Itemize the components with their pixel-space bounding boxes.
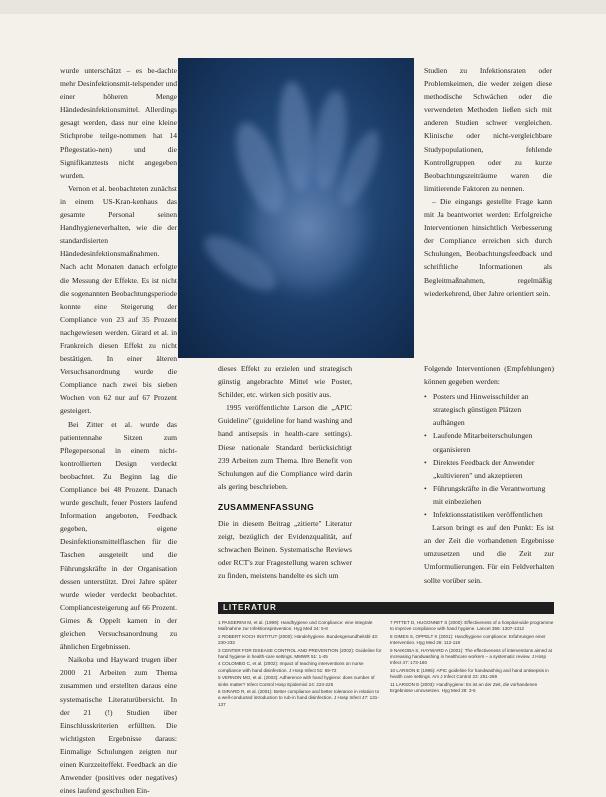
summary-paragraph: Die in diesem Beitrag „zitierte" Literatur zeigt, bezüglich der Evidenzqualität, auf schwachen Beinen. Systematische Reviews oder RCT's zur Fragestellung waren schwer zu finden, meistens handelte es sich um — [218, 519, 352, 581]
recommendation-intro: Folgende Interventionen (Empfehlungen) können gegeben werden: — [424, 364, 554, 387]
recommendation-list — [424, 390, 554, 521]
body-paragraph: – Die eingangs gestellte Frage kann mit Ja beantwortet werden: Erfolgreiche Interventionen hinsichtlich Verbesserung der Compliance erreichen sich durch Schulungen, Beobachtungsfeedback und schriftliche Informationen als Begleitmaßnahmen, regelmäßig wiederkehrend, über Jahre orientiert sein. — [424, 196, 552, 298]
body-paragraph: Vernon et al. beobachteten zunächst in einem US-Kran-kenhaus das gesamte Personal seinen Handhygieneverhalten, wie die der standardisierten Händedesinfektionsmaßnahmen. Nach acht Monaten danach erfolgte die Messung der Effekte. Es ist nicht die sogenannten Beobachtungsperiode konnte eine Steigerung der Compliance von 23 auf 35 Prozent nachgewiesen werden. Girard et al. in Frankreich diesen Effekt zu nicht bestätigen. In einer älteren Versuchsanordnung wurde die Compliance nach zwei bis sieben Wochen von 62 nur auf 67 Prozent gesteigert. — [60, 183, 178, 416]
text-column-right-lower — [424, 362, 554, 587]
summary-heading: ZUSAMMENFASSUNG — [218, 501, 315, 512]
body-paragraph: Bei Zitter et al. wurde das patientennahe Sitzen zum Pflegepersonal in einem nicht-kontrollierten Design verdeckt beobachtet. Zu Beginn lag die Compliance bei 48 Prozent. Danach wurde geschult, feuer Posters laufend Information angeboten, Feedback gegeben, eigene Desinfektionsmittelflaschen für die Taschen ausgeteilt und die Führungskräfte in der Organisation dessen unterstützt. Drei Jahre später wurde wieder verdeckt beobachtet. Compliancesteigerung auf 66 Prozent. Gimes & Oppelt kamen in der gleichen Versuchsanordnung zu ähnlichen Ergebnissen. — [60, 419, 177, 652]
reference-item: 6 GIRARD R, et al. (2001): Better compliance and better tolerance in relation to a well-conducted introduction to rub-in hand disinfection. J Hosp Infect 47: 131-137 — [218, 689, 380, 707]
text-column-left — [60, 64, 177, 797]
references-left — [218, 620, 382, 709]
reference-item: 10 LARSON E (1995): APIC guideline for handwashing and hand antisepsis in health care settings. Am J Infect Control 23: 251-269 — [390, 667, 549, 680]
top-margin-strip — [0, 0, 606, 14]
reference-item: 5 VERNON MO, et al. (2003): Adherence with hand hygiene: does number of sinks matter? Infect Control Hosp Epidemiol 24: 224-225 — [218, 675, 375, 687]
reference-item: 1 PASSERINI M, et al. (1999): Handhygiene und Compliance: eine integrale Maßnahme zur Infektionsprävention. Hyg Med 24: 5-8 — [218, 620, 373, 632]
list-item: • Führungskräfte in die Verantwortung mit einbeziehen — [424, 482, 554, 508]
closing-paragraph: Larson bringt es auf den Punkt: Es ist an der Zeit die vorhandenen Ergebnisse umzusetzen und die Zeit zur Umformulierungen. Für ein Feldverhalten sollte vorüber sein. — [424, 523, 554, 585]
text-column-middle — [218, 362, 352, 583]
body-paragraph: wurde unterschätzt – es be-dachte mehr Desinfektionsmit-telspender und einer höheren Menge Händedesinfektionsmittel. Allerdings gesagt werden, dass nur eine kleine Stichprobe teilge-nommen hat 14 Pflegestatio-nen) und die Signifikanztests nicht angegeben wurden. — [60, 66, 177, 180]
text-column-right-upper — [424, 64, 552, 300]
list-item: • Infektionsstatistiken veröffentlichen — [424, 508, 554, 521]
list-item: • Laufende Mitarbeiterschulungen organisieren — [424, 429, 554, 455]
body-paragraph: 1995 veröffentlichte Larson die „APIC Guideline" (guideline for hand washing and hand antisepsis in health-care settings). Diese nationale Standard berücksichtigt 239 Arbeiten zum Thema. Ihre Benefit von Schulungen auf die Compliance wird darin als gering beschrieben. — [218, 403, 352, 491]
reference-item: 2 ROBERT KOCH INSTITUT (2000): Händehygiene. Bundesgesundheitsbl 43: 230-233 — [218, 633, 379, 646]
handprint-photo — [178, 58, 414, 358]
literature-heading: LITERATUR — [218, 602, 554, 614]
reference-item: 3 CENTER FOR DISEASE CONTROL AND PREVENTION (2002): Guideline for hand hygiene in health-care settings. MMWR 51: 1-45 — [218, 647, 382, 660]
reference-item: 9 NAIKOBA S, HAYWARD A (2001): The effectiveness of interventions aimed at increasing handwashing in healthcare workers – a systematic review. J Hosp Infect 47: 173-180 — [390, 647, 552, 666]
body-paragraph: Studien zu Infektionsraten oder Problemkeimen, die weder zeigen diese methodische Schwächen oder die verwendeten Methoden ließen sich mit anderen Studien schwer vergleichen. Klinische oder nicht-vergleichbare Studypopulationen, fehlende Kontrollgruppen oder zu kurze Beobachtungszeiträume waren die limitierende Faktoren zu nennen. — [424, 66, 552, 193]
list-item: • Direktes Feedback der Anwender „kultivieren" und akzeptieren — [424, 456, 554, 482]
list-item: • Posters und Hinweisschilder an strategisch günstigen Plätzen aufhängen — [424, 390, 554, 429]
reference-item: 7 PITTET D, HUGONNET S (2000): Effectiveness of a hospital-wide programme to improve compliance with hand hygiene. Lancet 356: 1307-1312 — [390, 620, 554, 632]
body-paragraph: dieses Effekt zu erzielen und strategisch günstig angebrachte Mittel wie Poster, Schilder, etc. wirken sich positiv aus. — [218, 364, 352, 400]
references-right — [390, 620, 554, 695]
reference-item: 8 GIMES S, OPPELT K (2001): Handhygiene compliance: Erfahrungen einer Intervention. Hyg Med 26: 112-118 — [390, 633, 546, 646]
reference-item: 11 LARSON E (2003): Handhygiene: Es ist an der Zeit, die vorhandenen Ergebnisse umzusetzen. Hyg Med 28: 3-5 — [390, 681, 538, 694]
body-paragraph: Naikoba und Hayward trugen über 2000 21 Arbeiten zum Thema zusammen und erstellten daraus eine systematische Literaturübersicht. In der 21 (!) Studien über Einschlusskriterien erfüllten. Die wichtigsten Ergebnisse daraus: Einmalige Schulungen zeigten nur einen Kurzzeiteffekt. Feedback an die Anwender (positives oder negatives) eines laufend geschulten Ein- — [60, 655, 177, 796]
reference-item: 4 COLOMBO C, et al. (2002): Impact of teaching interventions on nurse compliance with hand disinfection. J Hosp Infect 51: 69-72 — [218, 661, 364, 673]
handprint-illustration — [178, 58, 414, 358]
